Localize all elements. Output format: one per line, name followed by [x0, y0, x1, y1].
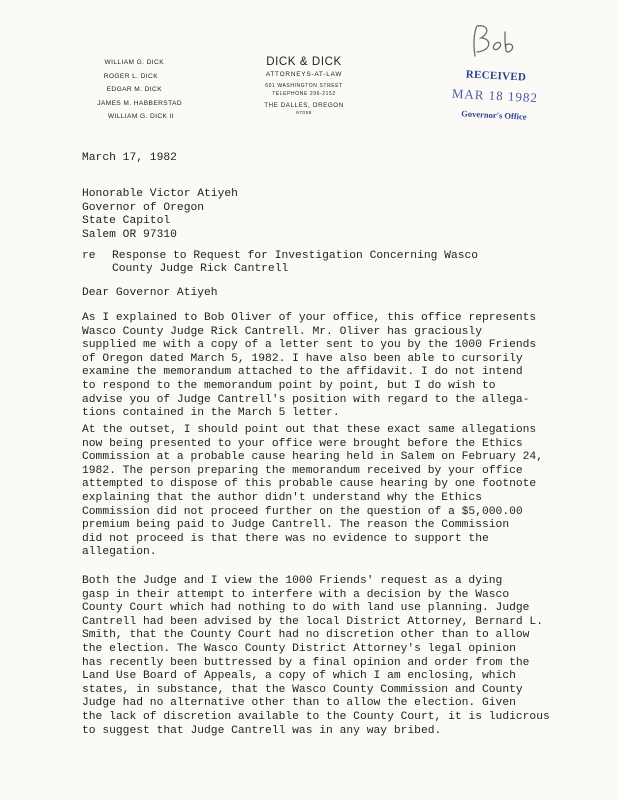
- paragraph-line: states, in substance, that the Wasco County Commission and County: [82, 683, 523, 696]
- paragraph-line: to suggest that Judge Cantrell was in any way bribed.: [82, 724, 442, 737]
- paragraph-line: the election. The Wasco County District Attorney's legal opinion: [82, 642, 516, 655]
- paragraph-line: advise you of Judge Cantrell's position with regard to the allega-: [82, 393, 530, 406]
- re-label: re: [82, 250, 96, 262]
- paragraph-line: examine the memorandum attached to the affidavit. I do not intend: [82, 366, 523, 379]
- received-stamp: [439, 67, 551, 123]
- stamp-date: MAR 18 1982: [451, 85, 539, 106]
- firm-city: THE DALLES, OREGON: [264, 102, 344, 109]
- recipient-line: Honorable Victor Atiyeh: [82, 188, 238, 200]
- paragraph-line: premium being paid to Judge Cantrell. The reason the Commission: [82, 519, 510, 532]
- paragraph-line: attempted to dispose of this probable cause hearing by one footnote: [82, 478, 537, 491]
- firm-phone: TELEPHONE 296-2152: [272, 91, 336, 97]
- paragraph-line: Commission at a probable cause hearing held in Salem on February 24,: [82, 451, 543, 464]
- subject-line: [112, 250, 478, 276]
- recipient-line: Salem OR 97310: [82, 228, 177, 241]
- paragraph-2: [82, 424, 543, 560]
- paragraph-line: Cantrell had been advised by the local District Attorney, Bernard L.: [82, 615, 543, 628]
- partner-name: EDGAR M. DICK: [106, 86, 162, 93]
- firm-block: [232, 56, 376, 115]
- recipient-line: Governor of Oregon: [82, 201, 205, 214]
- paragraph-line: the lack of discretion available to the County Court, it is ludicrous: [82, 710, 550, 723]
- stamp-received-label: RECEIVED: [465, 68, 527, 84]
- paragraph-line: did not proceed is that there was no evidence to support the: [82, 532, 489, 545]
- paragraph-line: of Oregon dated March 5, 1982. I have also been able to cursorily: [82, 352, 523, 365]
- paragraph-line: now being presented to your office were brought before the Ethics: [82, 437, 523, 450]
- paragraph-line: tions contained in the March 5 letter.: [82, 407, 340, 420]
- paragraph-line: to respond to the memorandum point by point, but I do wish to: [82, 379, 496, 392]
- firm-name: DICK & DICK: [266, 56, 342, 68]
- paragraph-line: explaining that the author didn't understand why the Ethics: [82, 491, 482, 504]
- paragraph-line: Both the Judge and I view the 1000 Friends' request as a dying: [82, 575, 503, 587]
- paragraph-line: allegation.: [82, 546, 157, 559]
- paragraph-line: 1982. The person preparing the memorandum received by your office: [82, 464, 523, 477]
- letter-date: March 17, 1982: [82, 152, 177, 164]
- paragraph-line: supplied me with a copy of a letter sent to you by the 1000 Friends: [82, 339, 537, 352]
- subject-text: County Judge Rick Cantrell: [112, 263, 289, 275]
- firm-subtitle: ATTORNEYS-AT-LAW: [265, 71, 343, 78]
- paragraph-line: Land Use Board of Appeals, a copy of which I am enclosing, which: [82, 670, 516, 683]
- paragraph-1: [82, 312, 537, 421]
- partner-name: WILLIAM G. DICK: [104, 59, 164, 66]
- partner-name: JAMES M. HABBERSTAD: [97, 99, 182, 107]
- paragraph-line: County Court which had nothing to do with land use planning. Judge: [82, 602, 530, 615]
- paragraph-line: Commission did not proceed further on the question of a $5,000.00: [82, 505, 523, 518]
- partners-list: [22, 56, 182, 124]
- paragraph-3: [82, 575, 550, 738]
- firm-zip: 97058: [296, 110, 312, 115]
- partner-name: WILLIAM G. DICK II: [107, 113, 174, 120]
- paragraph-line: Smith, that the County Court had no discretion other than to allow: [82, 629, 530, 642]
- partner-name: ROGER L. DICK: [103, 72, 158, 80]
- paragraph-line: At the outset, I should point out that these exact same allegations: [82, 424, 537, 436]
- paragraph-line: gasp in their attempt to interfere with a decision by the Wasco: [82, 588, 510, 601]
- handwritten-initials: [465, 22, 525, 62]
- paragraph-line: Wasco County Judge Rick Cantrell. Mr. Oliver has graciously: [82, 325, 482, 338]
- recipient-address: [82, 188, 238, 242]
- paragraph-line: As I explained to Bob Oliver of your office, this office represents: [82, 312, 537, 324]
- recipient-line: State Capitol: [82, 215, 171, 227]
- firm-address: 601 WASHINGTON STREET: [265, 83, 343, 89]
- paragraph-line: Judge had no alternative other than to allow the election. Given: [82, 697, 516, 710]
- paragraph-line: has recently been buttressed by a final opinion and order from the: [82, 656, 530, 669]
- subject-text: Response to Request for Investigation Concerning Wasco: [112, 250, 479, 262]
- salutation: Dear Governor Atiyeh: [82, 287, 218, 299]
- stamp-office: Governor's Office: [461, 108, 527, 122]
